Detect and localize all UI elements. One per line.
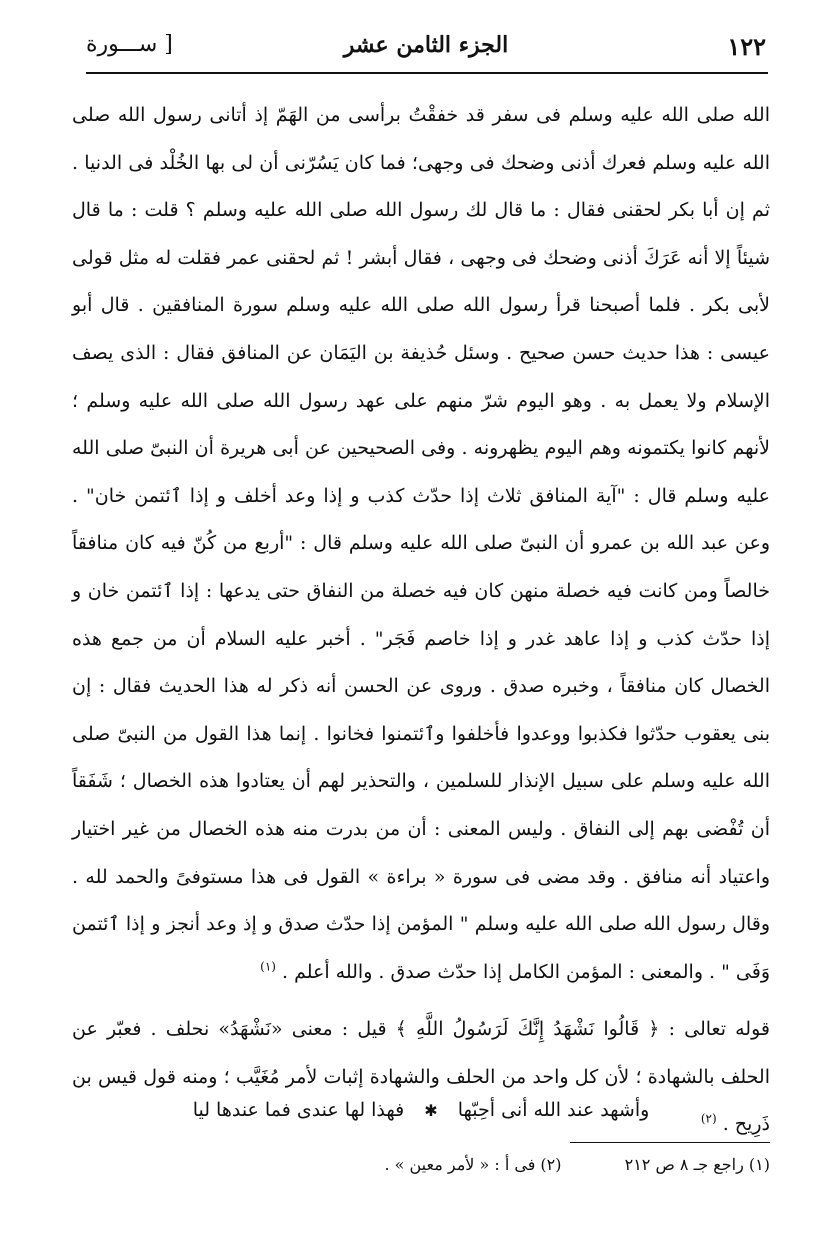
verse-hemistich-1: وأشهد عند الله أنى أحِبّها [457,1099,650,1121]
poetry-verse [72,1090,770,1131]
paragraph-2-text: قوله تعالى : ﴿ قَالُوا نَشْهَدُ إِنَّكَ لَرَسُولُ اللَّهِ ﴾ قيل : معنى «نَشْهَدُ» نحلف . فعبّر عن الحلف بالشهادة ؛ لأن كل واحد من الحلف والشهادة إثبات لأمر مُغَيَّب ؛ ومنه قول قيس بن ذَرِيح . [72,1018,770,1136]
footnote-1: (١) راجع جـ ٨ ص ٢١٢ [624,1155,770,1174]
running-header [86,26,766,72]
star-separator-icon: ✱ [424,1101,438,1120]
footnote-2: (٢) فى أ : « لأمر معين » . [384,1155,562,1174]
page-number: ١٢٢ [727,32,766,61]
juz-title: الجزء الثامن عشر [343,32,509,58]
paragraph-commentary [72,92,770,996]
footnote-marker-2: (٢) [700,1112,717,1127]
footnote-marker-1: (١) [260,959,276,974]
header-rule [86,72,768,74]
verse-hemistich-2: فهذا لها عندى فما عندها ليا [192,1099,405,1121]
footnotes [72,1150,770,1180]
paragraph-1-text: الله صلى الله عليه وسلم فى سفر قد خفقْتُ برأسى من الهَمّ إذ أتانى رسول الله صلى الله عليه وسلم فعرك أذنى وضحك فى وجهى؛ فما كان يَسُرّنى أن لى بها الخُلْد فى الدنيا . ثم إن أبا بكر لحقنى فقال : ما قال لك رسول الله صلى الله عليه وسلم ؟ قلت : ما قال شيئاً إلا أنه عَرَكَ أذنى وضحك فى وجهى ، فقال أبشر ! ثم لحقنى عمر فقلت له مثل قولى لأبى بكر . فلما أصبحنا قرأ رسول الله صلى الله عليه وسلم سورة المنافقين . قال أبو عيسى : هذا حديث حسن صحيح . وسئل حُذيفة بن اليَمَان عن المنافق فقال : الذى يصف الإسلام ولا يعمل به . وهو اليوم شرّ منهم على عهد رسول الله صلى الله عليه وسلم ؛ لأنهم كانوا يكتمونه وهم اليوم يظهرونه . وفى الصحيحين عن أبى هريرة أن النبىّ صلى الله عليه وسلم قال : "آية المنافق ثلاث إذا حدّث كذب و إذا وعد أخلف و إذا ٱئتمن خان" . وعن عبد الله بن عمرو أن النبىّ صلى الله عليه وسلم قال : "أربع من كُنّ فيه كان منافقاً خالصاً ومن كانت فيه خصلة منهن كان فيه خصلة من النفاق حتى يدعها : إذا ٱئتمن خان و إذا حدّث كذب و إذا عاهد غدر و إذا خاصم فَجَر" . أخبر عليه السلام أن من جمع هذه الخصال كان منافقاً ، وخبره صدق . وروى عن الحسن أنه ذكر له هذا الحديث فقال : إن بنى يعقوب حدّثوا فكذبوا ووعدوا فأخلفوا وٱئتمنوا فخانوا . إنما هذا القول من النبىّ صلى الله عليه وسلم على سبيل الإنذار للسلمين ، والتحذير لهم أن يعتادوا هذه الخصال ؛ شَفَقاً أن تُفْضى بهم إلى النفاق . وليس المعنى : أن من بدرت منه هذه الخصال من غير اختيار واعتياد أنه منافق . وقد مضى فى سورة « براءة » القول فى هذا مستوفىً والحمد لله . وقال رسول الله صلى الله عليه وسلم " المؤمن إذا حدّث صدق و إذ وعد أنجز و إذا ٱئتمن وَفَى " . والمعنى : المؤمن الكامل إذا حدّث صدق . والله أعلم . [72,104,770,983]
footnote-rule [570,1142,770,1143]
main-text [72,92,770,1149]
surah-label: [ ســـورة [86,32,173,57]
